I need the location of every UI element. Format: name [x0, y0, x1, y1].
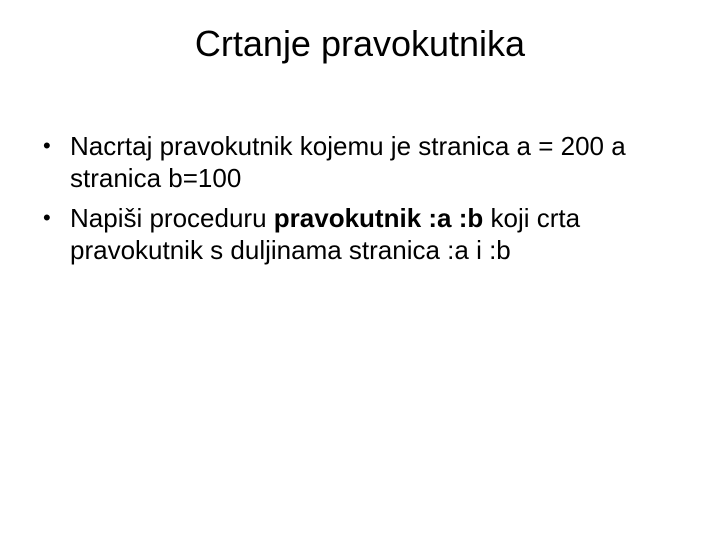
bullet-marker: • [43, 133, 51, 158]
bullet-item-1 [40, 130, 690, 194]
bullet-item-2 [40, 202, 690, 266]
slide-title: Crtanje pravokutnika [194, 23, 526, 64]
procedure-name: pravokutnik :a :b [273, 203, 484, 233]
bullet-text: Nacrtaj pravokutnik kojemu je stranica a = 200 a stranica b=100 [70, 131, 626, 193]
bullet-text-before: Napiši proceduru [70, 203, 274, 233]
bullet-text-after: koji crta pravokutnik s duljinama stranica :a i :b [70, 203, 581, 265]
bullet-list [40, 130, 690, 274]
bullet-marker: • [43, 205, 51, 230]
